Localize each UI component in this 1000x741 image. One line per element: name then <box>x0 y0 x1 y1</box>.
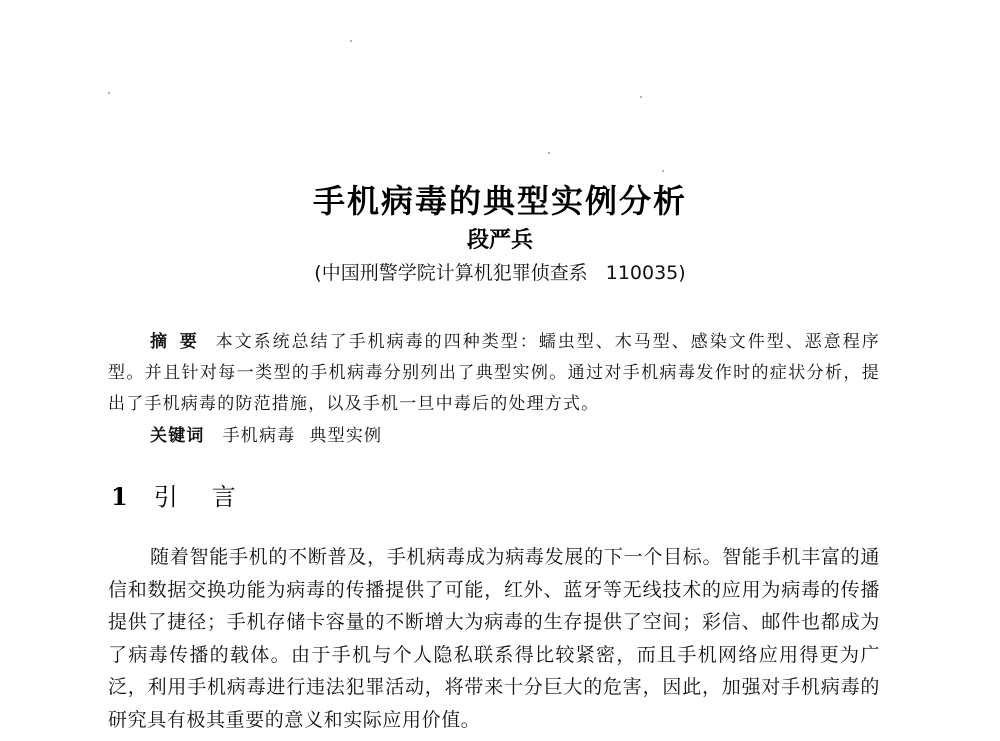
affiliation-open-paren: ( <box>314 262 322 284</box>
author-affiliation <box>0 259 1000 287</box>
section-title: 引言 <box>153 483 270 511</box>
scan-speck <box>108 92 110 94</box>
scan-speck <box>662 170 664 172</box>
keyword-item: 手机病毒 <box>222 426 296 446</box>
scan-speck <box>548 152 550 154</box>
section-heading <box>111 480 270 514</box>
scan-speck <box>350 40 352 42</box>
paper-title: 手机病毒的典型实例分析 <box>312 182 687 220</box>
affiliation-institution: 中国刑警学院计算机犯罪侦查系 <box>321 262 588 284</box>
body-paragraph: 随着智能手机的不断普及，手机病毒成为病毒发展的下一个目标。智能手机丰富的通信和数据交换功能为病毒的传播提供了可能，红外、蓝牙等无线技术的应用为病毒的传播提供了捷径；手机存储卡容量的不断增大为病毒的生存提供了空间；彩信、邮件也都成为了病毒传播的载体。由于手机与个人隐私联系得比较紧密，而且手机网络应用得更为广泛，利用手机病毒进行违法犯罪活动，将带来十分巨大的危害，因此，加强对手机病毒的研究具有极其重要的意义和实际应用价值。 <box>108 546 880 731</box>
keywords-line <box>150 421 880 452</box>
abstract-text: 本文系统总结了手机病毒的四种类型：蠕虫型、木马型、感染文件型、恶意程序型。并且针对每一类型的手机病毒分别列出了典型实例。通过对手机病毒发作时的症状分析，提出了手机病毒的防范措施，以及手机一旦中毒后的处理方式。 <box>108 332 881 414</box>
keyword-item: 典型实例 <box>309 426 383 446</box>
affiliation-close-paren: ) <box>678 262 686 284</box>
section-number: 1 <box>111 482 128 511</box>
author-name: 段严兵 <box>466 228 533 253</box>
abstract-paragraph <box>108 327 880 420</box>
scan-speck <box>640 96 642 98</box>
affiliation-postal-code: 110035 <box>605 262 679 284</box>
abstract-label: 摘要 <box>150 332 210 352</box>
keywords-label: 关键词 <box>150 426 205 446</box>
